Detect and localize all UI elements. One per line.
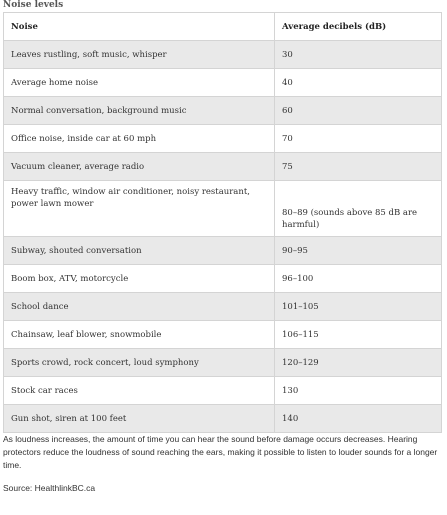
noise-source-cell: Chainsaw, leaf blower, snowmobile xyxy=(4,321,275,349)
table-caption: Noise levels xyxy=(3,0,64,10)
column-header-decibels: Average decibels (dB) xyxy=(275,13,442,41)
decibel-cell: 96–100 xyxy=(275,265,442,293)
decibel-cell: 106–115 xyxy=(275,321,442,349)
column-header-noise: Noise xyxy=(4,13,275,41)
decibel-cell: 140 xyxy=(275,405,442,433)
decibel-cell: 120–129 xyxy=(275,349,442,377)
table-row xyxy=(4,97,442,125)
decibel-cell: 75 xyxy=(275,153,442,181)
decibel-cell: 80–89 (sounds above 85 dB are harmful) xyxy=(275,181,442,237)
noise-source-cell: Heavy traffic, window air conditioner, noisy restaurant, power lawn mower xyxy=(4,181,275,237)
noise-levels-table xyxy=(3,12,442,433)
table-row xyxy=(4,181,442,237)
decibel-cell: 101–105 xyxy=(275,293,442,321)
table-row xyxy=(4,237,442,265)
source-line: Source: HealthlinkBC.ca xyxy=(3,483,96,493)
noise-source-cell: Gun shot, siren at 100 feet xyxy=(4,405,275,433)
noise-source-cell: Boom box, ATV, motorcycle xyxy=(4,265,275,293)
noise-source-cell: Average home noise xyxy=(4,69,275,97)
table-row xyxy=(4,265,442,293)
noise-source-cell: Vacuum cleaner, average radio xyxy=(4,153,275,181)
noise-source-cell: Stock car races xyxy=(4,377,275,405)
noise-source-cell: Sports crowd, rock concert, loud symphony xyxy=(4,349,275,377)
table-row xyxy=(4,41,442,69)
decibel-cell: 130 xyxy=(275,377,442,405)
table-row xyxy=(4,321,442,349)
footnote: As loudness increases, the amount of time you can hear the sound before damage occurs decreases. Hearing protectors reduce the loudness of sound reaching the ears, making it possible to listen to louder sounds for a longer time. xyxy=(3,434,438,470)
table-header-row xyxy=(4,13,442,41)
noise-source-cell: Normal conversation, background music xyxy=(4,97,275,125)
table-row xyxy=(4,125,442,153)
noise-source-cell: Subway, shouted conversation xyxy=(4,237,275,265)
noise-source-cell: School dance xyxy=(4,293,275,321)
decibel-cell: 30 xyxy=(275,41,442,69)
decibel-cell: 40 xyxy=(275,69,442,97)
table-row xyxy=(4,405,442,433)
noise-source-cell: Leaves rustling, soft music, whisper xyxy=(4,41,275,69)
table-row xyxy=(4,349,442,377)
table-row xyxy=(4,153,442,181)
table-row xyxy=(4,293,442,321)
table-row xyxy=(4,69,442,97)
noise-source-cell: Office noise, inside car at 60 mph xyxy=(4,125,275,153)
decibel-cell: 60 xyxy=(275,97,442,125)
decibel-cell: 70 xyxy=(275,125,442,153)
decibel-cell: 90–95 xyxy=(275,237,442,265)
table-row xyxy=(4,377,442,405)
